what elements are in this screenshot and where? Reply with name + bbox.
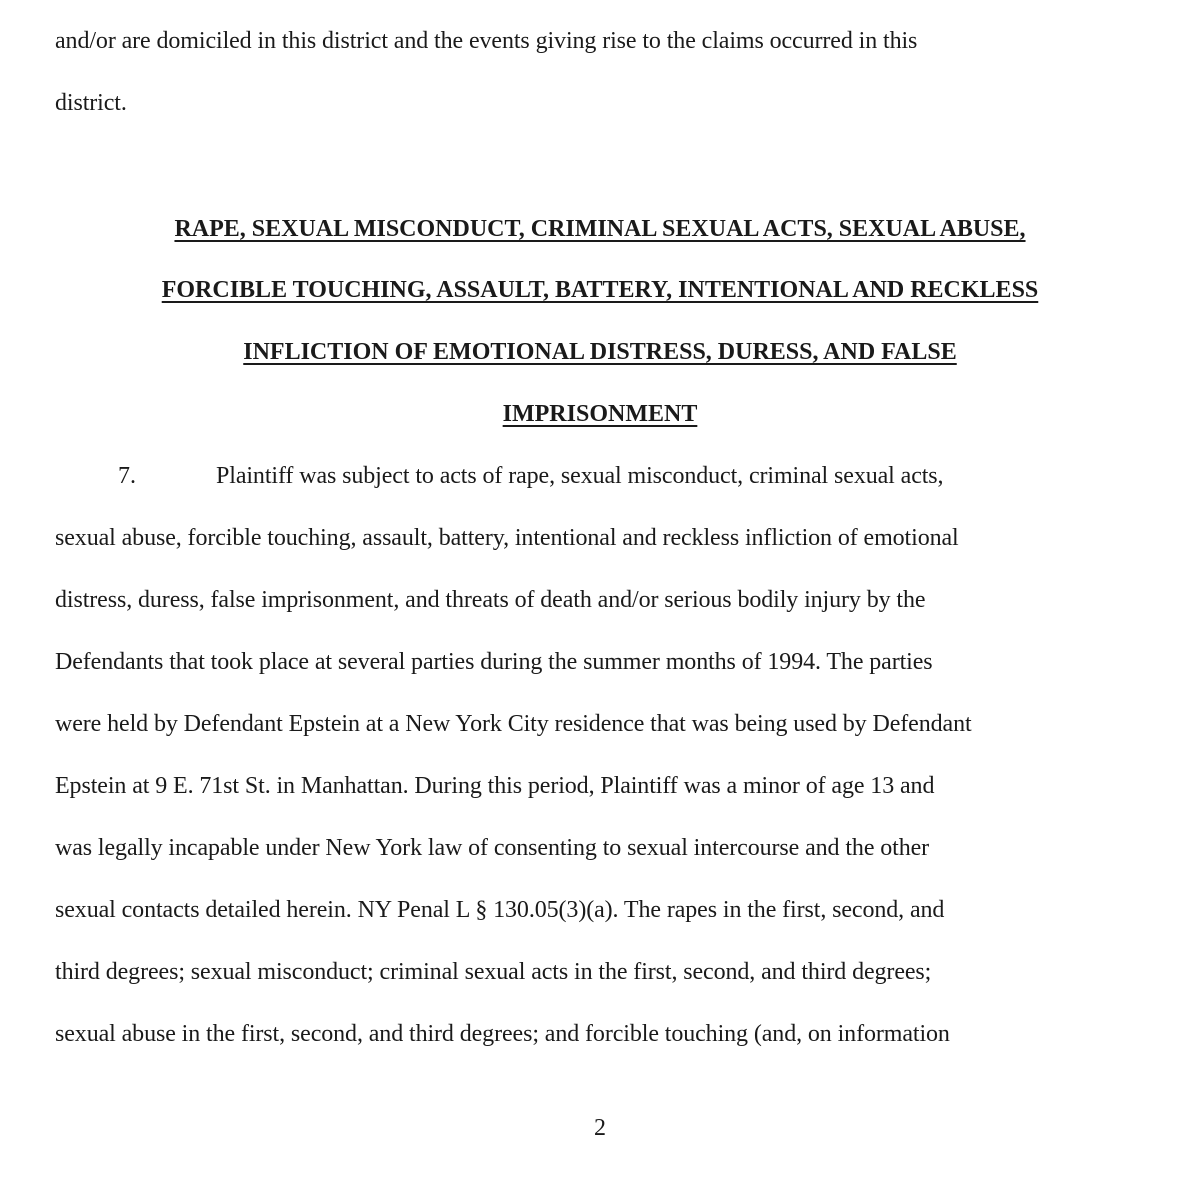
paragraph-line: distress, duress, false imprisonment, and threats of death and/or serious bodily injury by the [55,587,926,613]
paragraph-line: was legally incapable under New York law of consenting to sexual intercourse and the other [55,835,930,861]
section-heading-line [0,275,1200,305]
paragraph-line: Epstein at 9 E. 71st St. in Manhattan. During this period, Plaintiff was a minor of age 13 and [55,773,935,799]
section-heading-text: RAPE, SEXUAL MISCONDUCT, CRIMINAL SEXUAL ACTS, SEXUAL ABUSE, [174,216,1026,242]
paragraph-line: sexual abuse, forcible touching, assault, battery, intentional and reckless infliction of emotional [55,525,959,551]
body-text-line: district. [55,90,127,116]
paragraph-line: Defendants that took place at several parties during the summer months of 1994. The parties [55,649,933,675]
paragraph-line: third degrees; sexual misconduct; criminal sexual acts in the first, second, and third degrees; [55,959,932,985]
page-number: 2 [594,1115,606,1141]
paragraph-first-line: Plaintiff was subject to acts of rape, sexual misconduct, criminal sexual acts, [216,463,944,489]
paragraph-number: 7. [118,463,136,489]
section-heading-line [0,214,1200,244]
section-heading-text: FORCIBLE TOUCHING, ASSAULT, BATTERY, INTENTIONAL AND RECKLESS [161,277,1039,303]
paragraph-line: were held by Defendant Epstein at a New York City residence that was being used by Defendant [55,711,972,737]
paragraph-line: sexual abuse in the first, second, and third degrees; and forcible touching (and, on information [55,1021,950,1047]
section-heading-text: INFLICTION OF EMOTIONAL DISTRESS, DURESS, AND FALSE [243,339,957,365]
section-heading-line [0,399,1200,429]
body-text-line: and/or are domiciled in this district and the events giving rise to the claims occurred in this [55,28,918,54]
paragraph-line: sexual contacts detailed herein. NY Penal L § 130.05(3)(a). The rapes in the first, second, and [55,897,945,923]
section-heading-text: IMPRISONMENT [502,401,698,427]
section-heading-line [0,337,1200,367]
